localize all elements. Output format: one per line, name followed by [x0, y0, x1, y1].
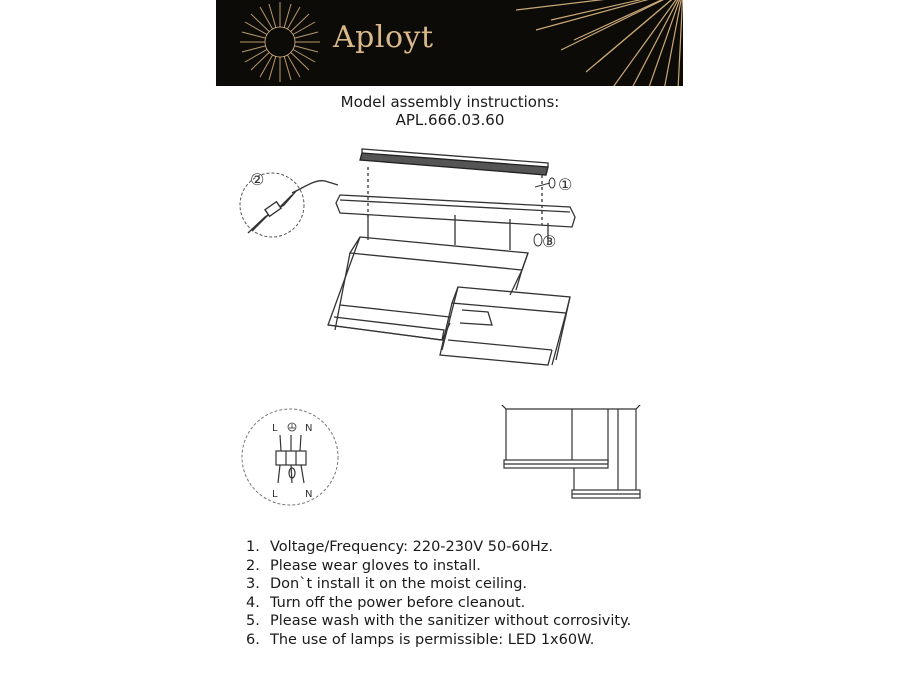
item-text: Don`t install it on the moist ceiling. [270, 576, 528, 593]
document-title: Model assembly instructions: [340, 93, 560, 111]
wiring-and-side-view [240, 405, 660, 515]
item-number: 2. [246, 557, 260, 574]
item-number: 4. [246, 594, 260, 611]
item-number: 5. [246, 613, 260, 630]
wire-label-L-top: L [272, 423, 278, 434]
item-number: 1. [246, 539, 260, 555]
terminal-block-icon [276, 435, 306, 483]
item-number: 3. [246, 576, 260, 593]
assembly-diagram [230, 145, 610, 375]
brand-name: Aployt [333, 20, 434, 55]
callout-3: ③ [542, 232, 557, 251]
wire-label-N-top: N [305, 423, 313, 434]
item-text: Please wear gloves to install. [270, 557, 481, 574]
item-text: Voltage/Frequency: 220-230V 50-60Hz. [270, 539, 553, 555]
brand-banner [216, 0, 683, 86]
instruction-list [246, 538, 631, 650]
list-item [246, 594, 631, 613]
callout-1: ① [558, 175, 573, 194]
wire-label-N-bottom: N [305, 489, 313, 500]
list-item [246, 631, 631, 650]
ground-icon [288, 423, 296, 431]
list-item [246, 557, 631, 576]
item-text: Turn off the power before cleanout. [270, 594, 526, 611]
item-number: 6. [246, 631, 260, 648]
item-text: The use of lamps is permissible: LED 1x60W. [270, 631, 595, 648]
callout-2: ② [250, 170, 265, 189]
list-item [246, 612, 631, 631]
list-item [246, 575, 631, 594]
list-item [246, 538, 631, 557]
item-text: Please wash with the sanitizer without corrosivity. [270, 613, 632, 630]
wire-label-L-bottom: L [272, 489, 278, 500]
sunburst-logo-icon [216, 0, 683, 86]
model-number: APL.666.03.60 [395, 111, 505, 129]
